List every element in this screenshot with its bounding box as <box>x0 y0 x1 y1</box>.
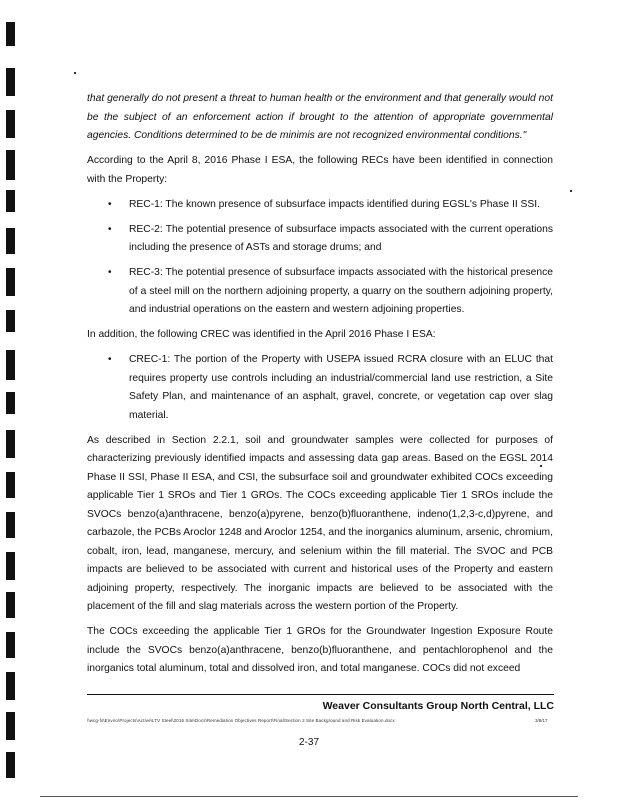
crec-intro: In addition, the following CREC was identified in the April 2016 Phase I ESA: <box>87 329 436 340</box>
rec-list <box>87 196 553 320</box>
footer-divider <box>87 694 554 695</box>
footer-date: 3/8/17 <box>535 718 548 723</box>
list-item <box>108 351 553 425</box>
list-item <box>108 196 553 215</box>
recs-intro: According to the April 8, 2016 Phase I ESA, the following RECs have been identified in connection with the Property: <box>87 155 553 185</box>
scan-binding-marks <box>6 0 18 800</box>
bullet-icon: • <box>108 354 112 365</box>
rec-text: REC-2: The potential presence of subsurface impacts associated with the current operations including the presence of ASTs and storage drums; and <box>129 223 553 253</box>
bullet-icon: • <box>108 267 112 278</box>
scan-speck <box>74 72 76 74</box>
bullet-icon: • <box>108 198 112 210</box>
crec-text: CREC-1: The portion of the Property with USEPA issued RCRA closure with an ELUC that requires property use controls including an industrial/commercial land use restriction, a Site Safety Plan, and maintenance of an asphalt, gravel, concrete, or vegetation cap over slag material. <box>129 354 553 421</box>
footer-file-path: \\wcg-fs\Enviro\Projects\Active\LTV Steel\2016 Site\Docs\Remediation Objectives Report\Final\Section 2 Site Background and Risk Evaluation.docx <box>87 718 395 723</box>
section-2-2-1-paragraph: As described in Section 2.2.1, soil and groundwater samples were collected for purposes of characterizing previously identified impacts and assessing data gap areas. Based on the EGSL 2014 Phase II SSI, Phase II ESA, and CSI, the subsurface soil and groundwater exhibited COCs exceeding applicable Tier 1 SROs and Tier 1 GROs. The COCs exceeding applicable Tier 1 SROs include the SVOCs benzo(a)anthracene, benzo(a)pyrene, benzo(b)fluoranthene, indeno(1,2,3-c,d)pyrene, and carbazole, the PCBs Aroclor 1248 and Aroclor 1254, and the inorganics aluminum, arsenic, chromium, cobalt, iron, lead, manganese, mercury, and selenium within the fill material. The SVOC and PCB impacts are believed to be associated with current and historical uses of the Property and eastern adjoining property, respectively. The inorganic impacts are believed to be associated with the placement of the fill and slag materials across the western portion of the Property. <box>87 434 553 612</box>
document-body <box>87 90 553 685</box>
scan-bottom-edge <box>40 796 578 797</box>
gro-exceedances-paragraph: The COCs exceeding the applicable Tier 1 GROs for the Groundwater Ingestion Exposure Route include the SVOCs benzo(a)anthracene, benzo(b)fluoranthene, and pentachlorophenol and the inorganics total aluminum, total and dissolved iron, and total manganese. COCs did not exceed <box>87 626 553 674</box>
scan-speck <box>570 190 572 192</box>
list-item <box>108 264 553 320</box>
footer-company-name: Weaver Consultants Group North Central, LLC <box>322 700 554 712</box>
rec-text: REC-3: The potential presence of subsurface impacts associated with the historical presence of a steel mill on the northern adjoining property, a quarry on the southern adjoining property, and industrial operations on the eastern and western adjoining properties. <box>129 267 553 315</box>
crec-list <box>87 351 553 425</box>
list-item <box>108 221 553 258</box>
quote-continuation: that generally do not present a threat to human health or the environment and that generally would not be the subject of an enforcement action if brought to the attention of appropriate governmental agencies. Conditions determined to be de minimis are not recognized environmental conditions." <box>87 93 553 141</box>
rec-text: REC-1: The known presence of subsurface impacts identified during EGSL's Phase II SSI. <box>129 198 541 210</box>
page-number: 2-37 <box>298 737 319 748</box>
bullet-icon: • <box>108 223 112 235</box>
